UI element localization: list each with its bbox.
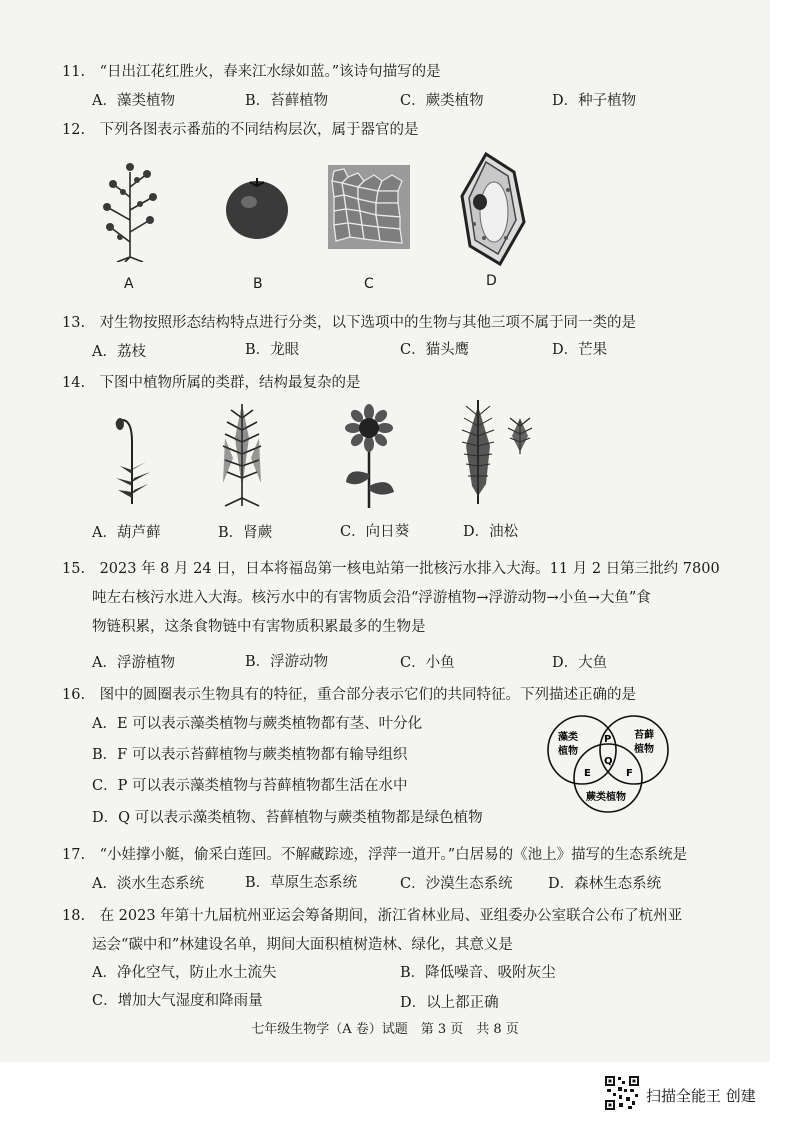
qr-code-icon bbox=[604, 1075, 640, 1111]
question-15-line-3: 物链积累，这条食物链中有害物质积累最多的生物是 bbox=[92, 619, 426, 635]
sunflower-image bbox=[340, 404, 398, 510]
venn-label-algae: 藻类 bbox=[558, 732, 578, 743]
fig-label-d: D bbox=[486, 273, 497, 289]
q17-option-b: B．草原生态系统 bbox=[245, 875, 358, 891]
venn-region-f: F bbox=[626, 768, 633, 779]
tomato-fruit-image bbox=[222, 172, 292, 242]
venn-region-q: Q bbox=[604, 756, 613, 767]
moss-plant-image bbox=[108, 412, 158, 508]
question-17-stem: 17. “小娃撑小艇，偷采白莲回。不解藏踪迹，浮萍一道开。”白居易的《池上》描写的生态系统是 bbox=[62, 847, 688, 863]
q18-option-b: B．降低噪音、吸附灰尘 bbox=[400, 965, 556, 981]
q13-option-d: D．芒果 bbox=[552, 342, 608, 358]
q14-option-a: A．葫芦藓 bbox=[92, 525, 161, 541]
q13-option-a: A．荔枝 bbox=[92, 344, 146, 360]
question-12-stem: 12. 下列各图表示番茄的不同结构层次，属于器官的是 bbox=[62, 122, 419, 138]
q11-option-b: B．苔藓植物 bbox=[245, 93, 329, 109]
venn-label-moss: 苔藓 bbox=[634, 730, 654, 741]
q13-option-c: C．猫头鹰 bbox=[400, 342, 470, 358]
pine-plant-image bbox=[458, 396, 538, 508]
venn-label-fern: 蕨类植物 bbox=[586, 792, 626, 803]
q16-option-d: D．Q 可以表示藻类植物、苔藓植物与蕨类植物都是绿色植物 bbox=[92, 810, 483, 826]
question-18-line-1: 18. 在 2023 年第十九届杭州亚运会筹备期间，浙江省林业局、亚组委办公室联合公布了杭州亚 bbox=[62, 908, 683, 924]
q15-option-c: C．小鱼 bbox=[400, 655, 455, 671]
question-11-stem: 11. “日出江花红胜火，春来江水绿如蓝。”该诗句描写的是 bbox=[62, 64, 441, 80]
q14-option-c: C．向日葵 bbox=[340, 524, 410, 540]
q15-option-a: A．浮游植物 bbox=[92, 655, 175, 671]
question-16-stem: 16. 图中的圆圈表示生物具有的特征，重合部分表示它们的共同特征。下列描述正确的是 bbox=[62, 687, 637, 703]
question-15-line-1: 15. 2023 年 8 月 24 日，日本将福岛第一核电站第一批核污水排入大海。11 月 2 日第三批约 7800 bbox=[62, 561, 720, 577]
question-18-line-2: 运会“碳中和”林建设名单，期间大面积植树造林、绿化，其意义是 bbox=[92, 937, 513, 953]
q16-option-c: C．P 可以表示藻类植物与苔藓植物都生活在水中 bbox=[92, 778, 408, 794]
q17-option-d: D．森林生态系统 bbox=[548, 876, 662, 892]
q14-option-b: B．肾蕨 bbox=[218, 525, 273, 541]
venn-diagram bbox=[540, 712, 678, 814]
venn-region-e: E bbox=[584, 768, 591, 779]
q15-option-d: D．大鱼 bbox=[552, 655, 608, 671]
q14-option-d: D．油松 bbox=[463, 524, 519, 540]
page-footer: 七年级生物学（A 卷）试题 第 3 页 共 8 页 bbox=[251, 1022, 519, 1037]
q11-option-a: A．藻类植物 bbox=[92, 93, 175, 109]
fig-label-a: A bbox=[124, 276, 134, 292]
watermark-text: 扫描全能王 创建 bbox=[646, 1087, 756, 1105]
q17-option-a: A．淡水生态系统 bbox=[92, 876, 204, 892]
q16-option-b: B．F 可以表示苔藓植物与蕨类植物都有输导组织 bbox=[92, 747, 408, 763]
tomato-tissue-image bbox=[328, 165, 410, 249]
q11-option-c: C．蕨类植物 bbox=[400, 93, 484, 109]
fig-label-b: B bbox=[253, 276, 263, 292]
q18-option-d: D．以上都正确 bbox=[400, 995, 499, 1011]
q18-option-a: A．净化空气，防止水土流失 bbox=[92, 965, 277, 981]
venn-label-moss-2: 植物 bbox=[634, 744, 654, 755]
q18-option-c: C．增加大气湿度和降雨量 bbox=[92, 993, 263, 1009]
q11-option-d: D．种子植物 bbox=[552, 93, 637, 109]
plant-cell-image bbox=[458, 150, 528, 268]
question-14-stem: 14. 下图中植物所属的类群，结构最复杂的是 bbox=[62, 375, 361, 391]
tomato-plant-image bbox=[95, 152, 165, 262]
q16-option-a: A．E 可以表示藻类植物与蕨类植物都有茎、叶分化 bbox=[92, 716, 423, 732]
q17-option-c: C．沙漠生态系统 bbox=[400, 876, 513, 892]
question-15-line-2: 吨左右核污水进入大海。核污水中的有害物质会沿“浮游植物→浮游动物→小鱼→大鱼”食 bbox=[92, 590, 651, 606]
fig-label-c: C bbox=[364, 276, 374, 292]
venn-region-p: P bbox=[604, 734, 612, 745]
fern-plant-image bbox=[213, 398, 271, 510]
q13-option-b: B．龙眼 bbox=[245, 342, 300, 358]
question-13-stem: 13. 对生物按照形态结构特点进行分类，以下选项中的生物与其他三项不属于同一类的是 bbox=[62, 315, 637, 331]
q15-option-b: B．浮游动物 bbox=[245, 654, 329, 670]
venn-label-algae-2: 植物 bbox=[558, 746, 578, 757]
